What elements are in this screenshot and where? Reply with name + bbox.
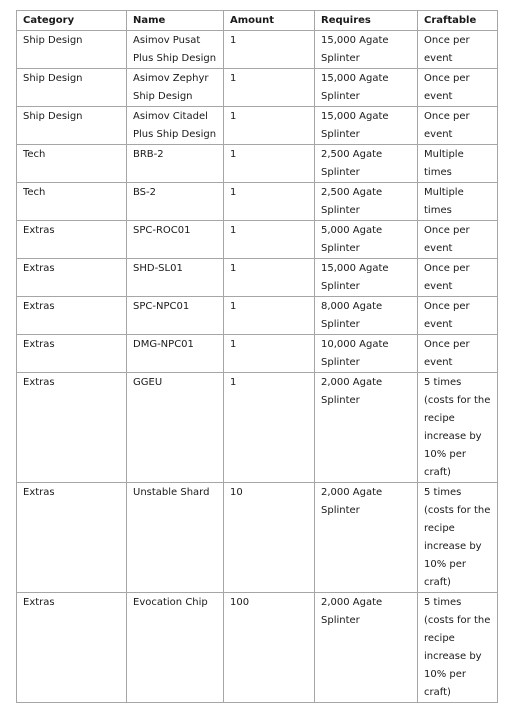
- cell-craftable: Once per event: [418, 31, 498, 69]
- cell-amount: 1: [224, 221, 315, 259]
- table-header-row: [17, 11, 498, 31]
- cell-requires: 15,000 Agate Splinter: [315, 31, 418, 69]
- cell-requires: 15,000 Agate Splinter: [315, 69, 418, 107]
- header-amount: Amount: [224, 11, 315, 31]
- table-row: [17, 483, 498, 593]
- cell-requires: 2,500 Agate Splinter: [315, 183, 418, 221]
- header-craftable: Craftable: [418, 11, 498, 31]
- cell-requires: 2,000 Agate Splinter: [315, 373, 418, 483]
- header-category: Category: [17, 11, 127, 31]
- table-row: [17, 145, 498, 183]
- cell-craftable: Once per event: [418, 221, 498, 259]
- cell-requires: 15,000 Agate Splinter: [315, 259, 418, 297]
- cell-name: BS-2: [127, 183, 224, 221]
- cell-name: SPC-NPC01: [127, 297, 224, 335]
- cell-category: Extras: [17, 373, 127, 483]
- cell-name: Asimov Pusat Plus Ship Design: [127, 31, 224, 69]
- cell-requires: 15,000 Agate Splinter: [315, 107, 418, 145]
- crafting-recipes-table: [16, 10, 498, 703]
- cell-craftable: 5 times (costs for the recipe increase by 10% per craft): [418, 373, 498, 483]
- table-row: [17, 335, 498, 373]
- header-name: Name: [127, 11, 224, 31]
- cell-name: Evocation Chip: [127, 593, 224, 703]
- cell-craftable: Once per event: [418, 259, 498, 297]
- cell-amount: 1: [224, 335, 315, 373]
- cell-amount: 100: [224, 593, 315, 703]
- cell-amount: 1: [224, 145, 315, 183]
- cell-category: Ship Design: [17, 69, 127, 107]
- cell-craftable: Once per event: [418, 107, 498, 145]
- cell-name: GGEU: [127, 373, 224, 483]
- cell-craftable: Once per event: [418, 69, 498, 107]
- cell-name: Unstable Shard: [127, 483, 224, 593]
- cell-name: Asimov Citadel Plus Ship Design: [127, 107, 224, 145]
- cell-name: Asimov Zephyr Ship Design: [127, 69, 224, 107]
- cell-category: Ship Design: [17, 107, 127, 145]
- cell-amount: 1: [224, 183, 315, 221]
- cell-amount: 1: [224, 297, 315, 335]
- cell-requires: 8,000 Agate Splinter: [315, 297, 418, 335]
- cell-requires: 10,000 Agate Splinter: [315, 335, 418, 373]
- cell-name: BRB-2: [127, 145, 224, 183]
- table-row: [17, 31, 498, 69]
- cell-category: Tech: [17, 145, 127, 183]
- cell-craftable: Once per event: [418, 297, 498, 335]
- table-row: [17, 69, 498, 107]
- cell-requires: 2,000 Agate Splinter: [315, 483, 418, 593]
- cell-category: Extras: [17, 259, 127, 297]
- cell-category: Extras: [17, 297, 127, 335]
- table-row: [17, 259, 498, 297]
- cell-amount: 1: [224, 373, 315, 483]
- cell-amount: 1: [224, 69, 315, 107]
- cell-category: Ship Design: [17, 31, 127, 69]
- cell-craftable: Multiple times: [418, 183, 498, 221]
- table-row: [17, 297, 498, 335]
- cell-category: Tech: [17, 183, 127, 221]
- cell-amount: 1: [224, 107, 315, 145]
- cell-craftable: 5 times (costs for the recipe increase by 10% per craft): [418, 593, 498, 703]
- cell-amount: 10: [224, 483, 315, 593]
- cell-name: SPC-ROC01: [127, 221, 224, 259]
- cell-requires: 5,000 Agate Splinter: [315, 221, 418, 259]
- cell-amount: 1: [224, 259, 315, 297]
- table-row: [17, 107, 498, 145]
- header-requires: Requires: [315, 11, 418, 31]
- table-row: [17, 593, 498, 703]
- cell-amount: 1: [224, 31, 315, 69]
- cell-category: Extras: [17, 221, 127, 259]
- table-row: [17, 221, 498, 259]
- cell-requires: 2,500 Agate Splinter: [315, 145, 418, 183]
- cell-category: Extras: [17, 483, 127, 593]
- cell-name: SHD-SL01: [127, 259, 224, 297]
- cell-category: Extras: [17, 593, 127, 703]
- cell-craftable: 5 times (costs for the recipe increase by 10% per craft): [418, 483, 498, 593]
- crafting-table-container: [16, 10, 497, 703]
- table-row: [17, 373, 498, 483]
- cell-name: DMG-NPC01: [127, 335, 224, 373]
- cell-craftable: Multiple times: [418, 145, 498, 183]
- table-row: [17, 183, 498, 221]
- cell-requires: 2,000 Agate Splinter: [315, 593, 418, 703]
- cell-craftable: Once per event: [418, 335, 498, 373]
- cell-category: Extras: [17, 335, 127, 373]
